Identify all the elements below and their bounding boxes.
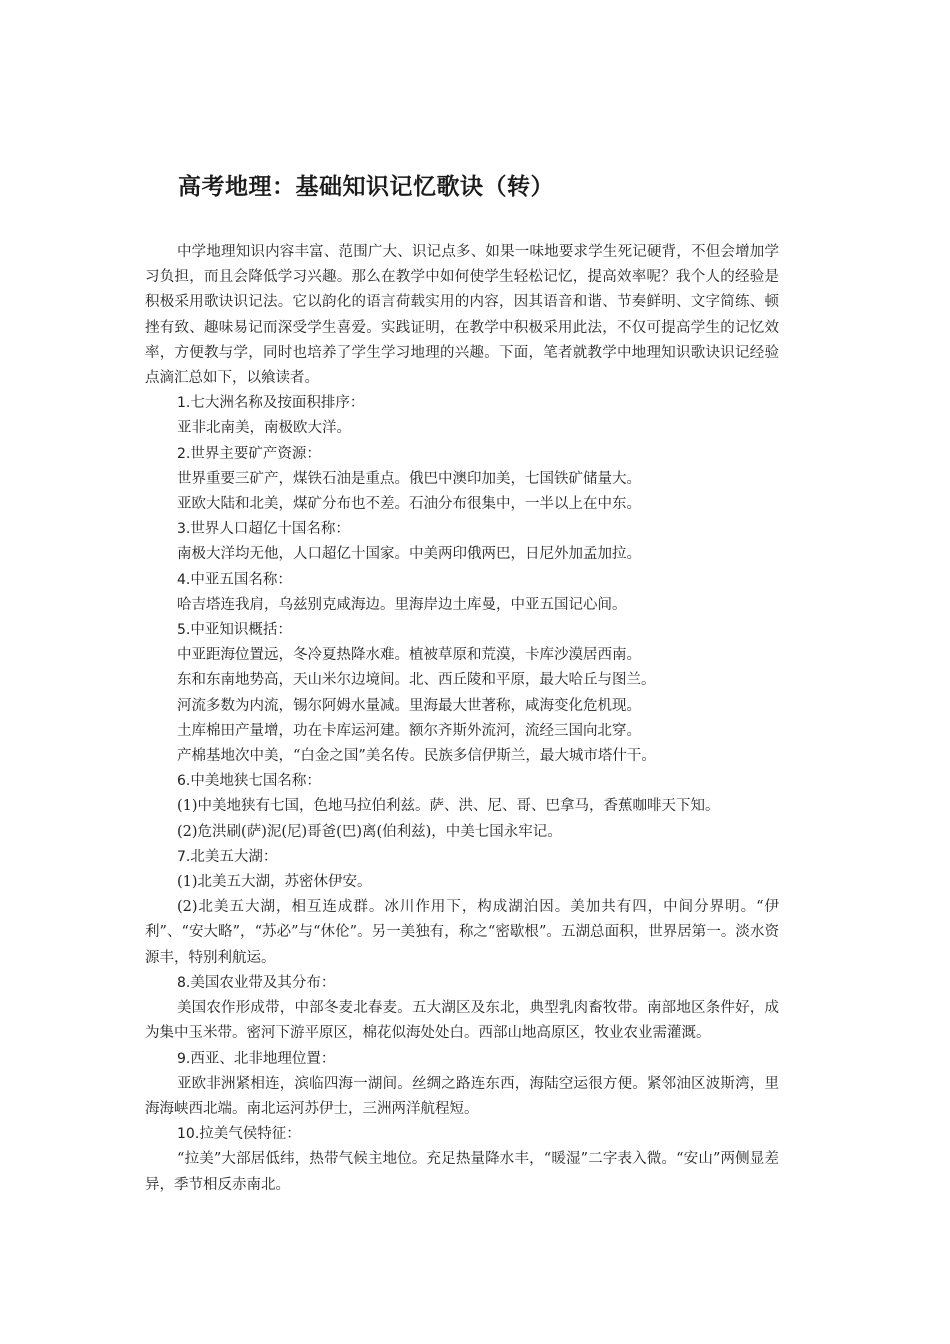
- section-title: 西亚、北非地理位置：: [190, 1050, 336, 1067]
- section-heading-10: [145, 1122, 779, 1147]
- verse-line: 亚非北南美，南极欧大洋。: [177, 420, 351, 437]
- verse-line: (1)北美五大湖，苏密休伊安。: [177, 874, 372, 891]
- section-title: 北美五大湖：: [190, 848, 278, 865]
- section-title: 世界人口超亿十国名称：: [190, 521, 350, 538]
- section-heading-5: [145, 618, 779, 643]
- section-number: 7.: [177, 848, 191, 865]
- verse-line: 南极大洋均无他，人口超亿十国家。中美两印俄两巴，日尼外加孟加拉。: [177, 546, 641, 563]
- section-heading-8: [145, 971, 779, 996]
- section-title: 美国农业带及其分布：: [190, 974, 336, 991]
- section-number: 2.: [177, 445, 191, 462]
- section-number: 9.: [177, 1050, 191, 1067]
- verse-line: 中亚距海位置远，冬冷夏热降水难。植被草原和荒漠，卡库沙漠居西南。: [177, 647, 641, 664]
- verse-paragraph: (2)北美五大湖，相互连成群。冰川作用下，构成湖泊因。美加共有四，中间分界明。“伊利”、“安大略”，“苏必”与“休伦”。另一美独有，称之“密歇根”。五湖总面积，世界居第一。淡水资源丰，特别利航运。: [145, 899, 779, 966]
- section-title: 中亚知识概括：: [190, 622, 292, 639]
- verse-line: 亚欧大陆和北美，煤矿分布也不差。石油分布很集中，一半以上在中东。: [177, 496, 641, 513]
- section-heading-9: [145, 1047, 779, 1072]
- section-title: 七大洲名称及按面积排序：: [190, 395, 365, 412]
- verse-paragraph: 美国农作形成带，中部冬麦北春麦。五大湖区及东北，典型乳肉畜牧带。南部地区条件好，成为集中玉米带。密河下游平原区，棉花似海处处白。西部山地高原区，牧业农业需灌溉。: [145, 1000, 779, 1042]
- verse-line: 世界重要三矿产，煤铁石油是重点。俄巴中澳印加美，七国铁矿储量大。: [177, 470, 641, 487]
- section-number: 8.: [177, 974, 191, 991]
- section-number: 3.: [177, 521, 191, 538]
- section-number: 10.: [177, 1126, 200, 1143]
- section-heading-2: [145, 442, 779, 467]
- section-title: 拉美气侯特征：: [199, 1126, 301, 1143]
- verse-line: (1)中美地狭有七国，色地马拉伯利兹。萨、洪、尼、哥、巴拿马，香蕉咖啡天下知。: [177, 798, 720, 815]
- section-number: 6.: [177, 773, 191, 790]
- verse-paragraph: “拉美”大部居低纬，热带气候主地位。充足热量降水丰，“暖湿”二字表入微。“安山”两侧显差异，季节相反赤南北。: [145, 1151, 779, 1193]
- verse-line: (2)危洪刷(萨)泥(尼)哥爸(巴)离(伯利兹)，中美七国永牢记。: [177, 823, 562, 840]
- section-title: 世界主要矿产资源：: [190, 445, 321, 462]
- section-number: 5.: [177, 622, 191, 639]
- verse-line: 哈吉塔连我肩，乌兹别克咸海边。里海岸边土库曼，中亚五国记心间。: [177, 596, 627, 613]
- section-title: 中美地狭七国名称：: [190, 773, 321, 790]
- section-heading-6: [145, 769, 779, 794]
- page-title: 高考地理：基础知识记忆歌诀（转）: [178, 174, 554, 200]
- section-heading-7: [145, 845, 779, 870]
- section-heading-1: [145, 391, 779, 416]
- section-heading-4: [145, 568, 779, 593]
- verse-line: 东和东南地势高，天山米尔边境间。北、西丘陵和平原，最大哈丘与图兰。: [177, 672, 656, 689]
- verse-line: 产棉基地次中美，“白金之国”美名传。民族多信伊斯兰，最大城市塔什干。: [177, 748, 656, 765]
- verse-line: 土库棉田产量增，功在卡库运河建。额尔齐斯外流河，流经三国向北穿。: [177, 722, 641, 739]
- intro-paragraph: 中学地理知识内容丰富、范围广大、识记点多、如果一味地要求学生死记硬背，不但会增加学习负担，而且会降低学习兴趣。那么在教学中如何使学生轻松记忆，提高效率呢？我个人的经验是积极采用歌诀识记法。它以韵化的语言荷载实用的内容，因其语音和谐、节奏鲜明、文字简练、顿挫有致、趣味易记而深受学生喜爱。实践证明，在教学中积极采用此法，不仅可提高学生的记忆效率，方便教与学，同时也培养了学生学习地理的兴趣。下面，笔者就教学中地理知识歌诀识记经验点滴汇总如下，以飨读者。: [145, 244, 779, 387]
- verse-line: 河流多数为内流，锡尔阿姆水量减。里海最大世著称，咸海变化危机现。: [177, 697, 641, 714]
- verse-paragraph: 亚欧非洲紧相连，滨临四海一湖间。丝绸之路连东西，海陆空运很方便。紧邻油区波斯湾，里海海峡西北端。南北运河苏伊士，三洲两洋航程短。: [145, 1075, 779, 1117]
- article-body: [145, 240, 779, 1198]
- section-number: 4.: [177, 571, 191, 588]
- section-heading-3: [145, 517, 779, 542]
- section-number: 1.: [177, 395, 191, 412]
- section-title: 中亚五国名称：: [190, 571, 292, 588]
